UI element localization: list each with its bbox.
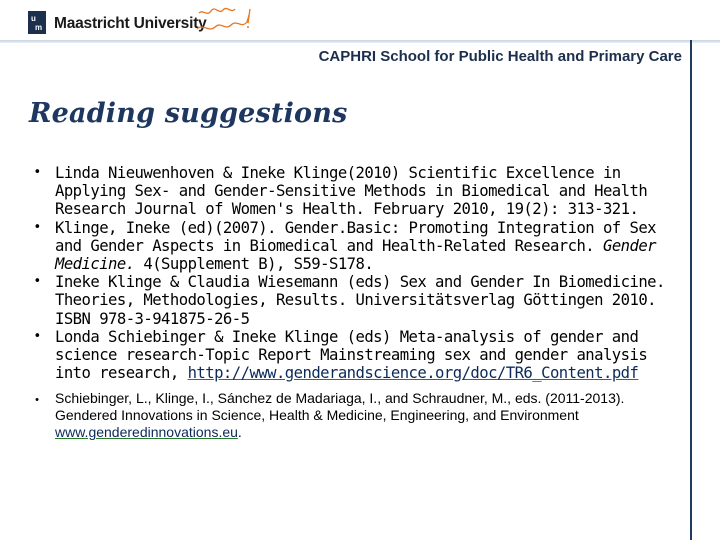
bullet-icon: • [33,219,41,235]
leading-in-learning-handwritten-icon [195,5,253,39]
reference-text [55,219,665,273]
reference-segment: 4(Supplement B), S59-S178. [134,255,374,274]
um-logo-icon [27,10,47,35]
bullet-icon: • [33,274,41,290]
svg-text:m: m [35,23,43,32]
reference-list [30,164,686,441]
school-name: CAPHRI School for Public Health and Primary Care [318,48,682,65]
page-title: Reading suggestions [29,98,348,129]
list-item [30,390,686,441]
reference-text [55,164,656,218]
reference-segment: Londa Schiebinger & Ineke Klinge (eds) Meta-analysis of gender and science research-Topic Report Mainstreaming sex and gender analysis into research, [55,327,657,383]
bullet-icon: • [33,328,41,344]
bullet-icon: • [33,165,41,180]
right-edge-rule [690,40,692,540]
reference-text [55,328,656,382]
reference-segment: . [237,424,242,441]
list-item [30,328,686,383]
header-divider [0,40,720,43]
reference-segment: Klinge, Ineke (ed)(2007). Gender.Basic: Promoting Integration of Sex and Gender Aspects in Biomedical and Health-Related Research. [55,218,665,255]
svg-text:u: u [31,14,36,23]
university-name: Maastricht University [54,15,207,32]
reference-text [55,390,628,440]
reference-segment: Ineke Klinge & Claudia Wiesemann (eds) Sex and Gender In Biomedicine. Theories, Methodologies, Results. Universitätsverlag Göttingen 2010. ISBN 978-3-941875-26-5 [55,273,674,328]
bullet-icon: • [35,394,39,407]
reference-segment: Linda Nieuwenhoven & Ineke Klinge(2010) Scientific Excellence in Applying Sex- and Gender-Sensitive Methods in Biomedical and Health Research Journal of Women's Health. February 2010, 19(2): 313-321. [55,164,657,219]
reference-link[interactable]: www.genderedinnovations.eu [55,424,238,441]
reference-segment: Schiebinger, L., Klinge, I., Sánchez de Madariaga, I., and Schraudner, M., eds. (2011-2013). Gendered Innovations in Science, Health & Medicine, Engineering, and Environment [55,390,629,424]
journal-title: Gender Medicine. [55,236,665,274]
list-item [30,219,686,274]
reference-link[interactable]: http://www.genderandscience.org/doc/TR6_Content.pdf [187,364,639,383]
list-item [30,164,686,219]
list-item [30,273,686,328]
reference-text [55,273,674,327]
